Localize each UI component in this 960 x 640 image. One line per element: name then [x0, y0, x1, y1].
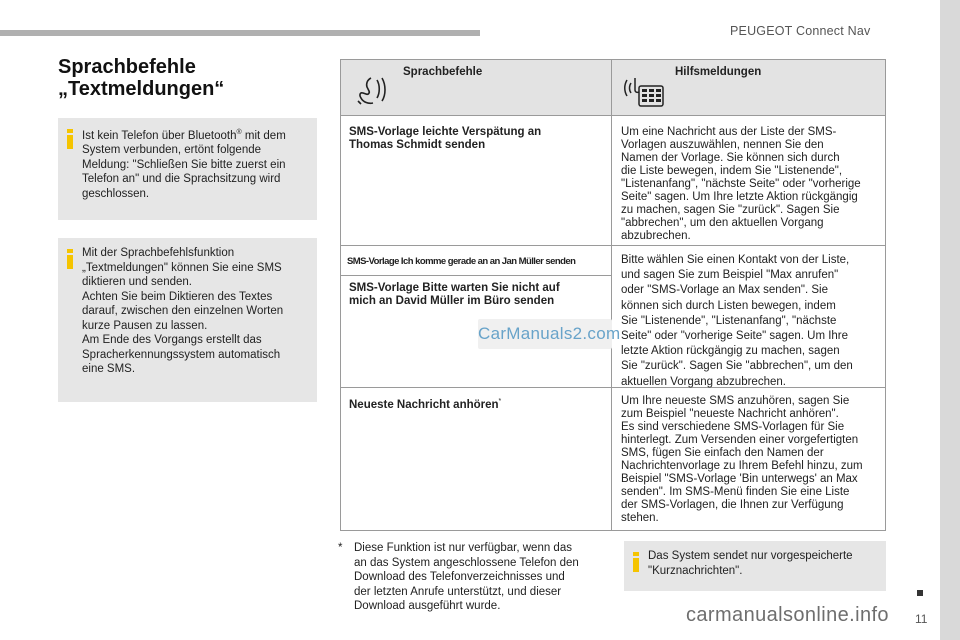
header-commands: Sprachbefehle [403, 66, 483, 78]
footnote-star: * [338, 542, 343, 554]
info-box-dictation [58, 238, 317, 402]
response-cell: Um eine Nachricht aus der Liste der SMS- Vorlagen auszuwählen, nennen Sie den Namen der Vorlage. Sie können sich durch die Liste bewegen, indem Sie "Listenende", "Listenanfang", "nächste Seite" oder "vorherige Seite" sagen. Um Ihre letzte Aktion rückgängig zu machen, sagen Sie "zurück". Sagen Sie "abbrechen", um den aktuellen Vorgang abzubrechen. [621, 126, 861, 242]
column-divider [611, 60, 612, 530]
footnote-text: Diese Funktion ist nur verfügbar, wenn das an das System angeschlossene Telefon den Download des Telefonverzeichnisses und der letzten Anrufe unterstützt, und dieser Download ausgeführt wurde. [354, 542, 579, 612]
response-cell: Bitte wählen Sie einen Kontakt von der Liste, und sagen Sie zum Beispiel "Max anrufen" oder "SMS-Vorlage an Max senden". Sie können sich durch Listen bewegen, indem Sie "Listenende", "Listenanfang", "nächste Seite" oder "vorherige Seite" sagen. Um Ihre letzte Aktion rückgängig zu machen, sagen Sie "zurück". Sagen Sie "abbrechen", um den aktuellen Vorgang abzubrechen. [621, 254, 853, 388]
voice-keypad-icon [623, 76, 667, 113]
info-icon [64, 249, 76, 269]
page-marker [917, 590, 923, 596]
note-text: Das System sendet nur vorgespeicherte "Kurznachrichten". [648, 550, 853, 577]
header-help: Hilfsmeldungen [675, 66, 762, 78]
command-cell: SMS-Vorlage Ich komme gerade an an Jan Müller senden [347, 256, 576, 267]
header-rule [0, 30, 480, 36]
info-text: Mit der Sprachbefehlsfunktion „Textmeldungen" können Sie eine SMS diktieren und senden. Achten Sie beim Diktieren des Textes darauf, zwischen den einzelnen Worten kurze Pausen zu lassen. Am Ende des Vorgangs erstellt das Spracherkennungssystem automatisch eine SMS. [82, 247, 284, 375]
info-icon [630, 552, 642, 572]
header-brand: PEUGEOT Connect Nav [730, 24, 871, 38]
footnote [338, 541, 608, 614]
response-cell: Um Ihre neueste SMS anzuhören, sagen Sie zum Beispiel "neueste Nachricht anhören". Es sind verschiedene SMS-Vorlagen für Sie hinterlegt. Zum Versenden einer vorgefertigten SMS, fügen Sie einfach den Namen der Nachrichtenvorlage zu Ihrem Befehl hinzu, zum Beispiel "SMS-Vorlage 'Bin unterwegs' an Max senden". Im SMS-Menü finden Sie eine Liste der SMS-Vorlagen, die Ihnen zur Verfügung stehen. [621, 395, 863, 524]
page-title: Sprachbefehle „Textmeldungen“ [58, 56, 225, 100]
info-box-bluetooth [58, 118, 317, 220]
row-divider [341, 275, 611, 276]
page-edge-strip [940, 0, 960, 640]
row-divider [341, 245, 885, 246]
watermark-carmanualsonline: carmanualsonline.info [686, 604, 889, 626]
page-number: 11 [915, 612, 928, 626]
voice-command-icon [355, 76, 391, 111]
command-cell: Neueste Nachricht anhören* [349, 398, 502, 411]
voice-command-table [340, 59, 886, 531]
command-cell: SMS-Vorlage Bitte warten Sie nicht auf mich an David Müller im Büro senden [349, 282, 560, 307]
command-cell: SMS-Vorlage leichte Verspätung an Thomas Schmidt senden [349, 126, 542, 151]
info-text: Ist kein Telefon über Bluetooth® mit dem System verbunden, ertönt folgende Meldung: "Schließen Sie bitte zuerst ein Telefon an" und die Sprachsitzung wird geschlossen. [82, 129, 286, 200]
info-icon [64, 129, 76, 149]
note-box-sms [624, 541, 886, 591]
watermark-carmanuals: CarManuals2.com [478, 319, 612, 349]
